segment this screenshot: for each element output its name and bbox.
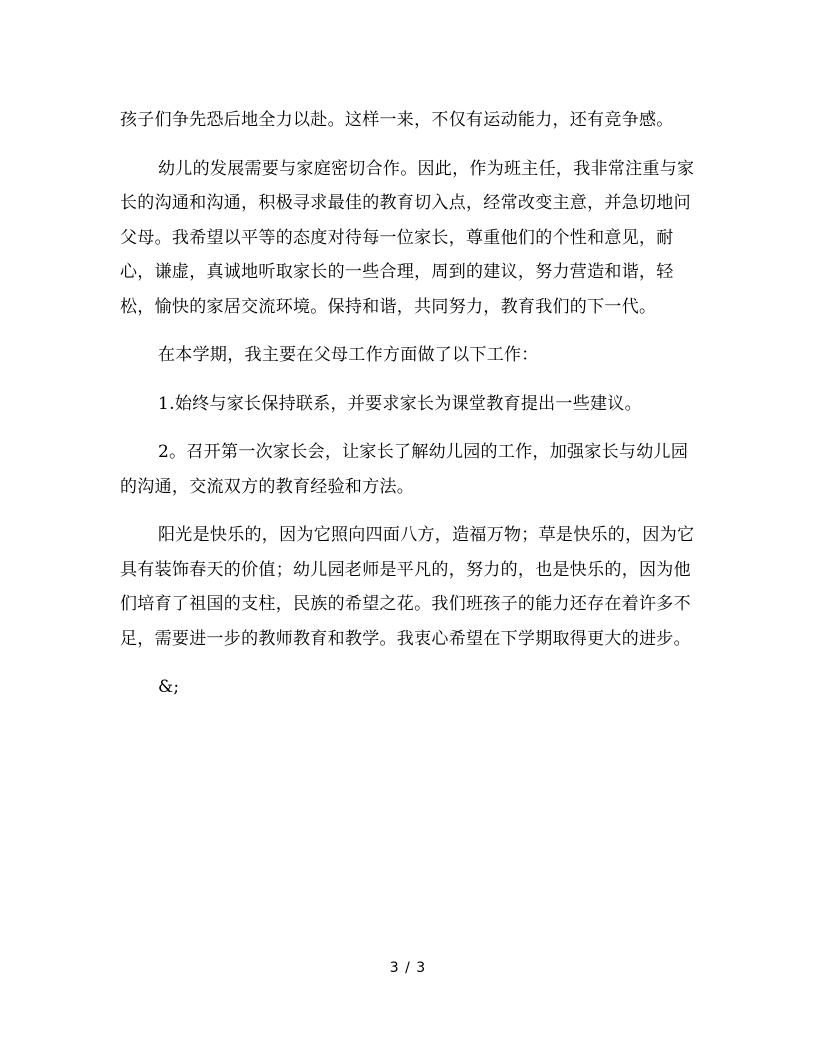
- paragraph-7: &;: [158, 677, 180, 697]
- paragraph-2: 幼儿的发展需要与家庭密切合作。因此，作为班主任，我非常注重与家长的沟通和沟通，积极寻求最佳的教育切入点，经常改变主意，并急切地问父母。我希望以平等的态度对待每一位家长，尊重他们的个性和意见，耐心，谦虚，真诚地听取家长的一些合理，周到的建议，努力营造和谐，轻松，愉快的家居交流环境。保持和谐，共同努力，教育我们的下一代。: [120, 158, 695, 317]
- page-number: 3 / 3: [389, 960, 427, 976]
- document-body: [120, 103, 700, 719]
- paragraph-5: 2。召开第一次家长会，让家长了解幼儿园的工作，加强家长与幼儿园的沟通，交流双方的教育经验和方法。: [120, 442, 689, 497]
- paragraph-1: 孩子们争先恐后地全力以赴。这样一来，不仅有运动能力，还有竞争感。: [120, 110, 674, 130]
- paragraph-6: 阳光是快乐的，因为它照向四面八方，造福万物；草是快乐的，因为它具有装饰春天的价值；幼儿园老师是平凡的，努力的，也是快乐的，因为他们培育了祖国的支柱，民族的希望之花。我们班孩子的能力还存在着许多不足，需要进一步的教师教育和教学。我衷心希望在下学期取得更大的进步。: [120, 525, 695, 649]
- paragraph-3: 在本学期，我主要在父母工作方面做了以下工作：: [158, 345, 539, 365]
- paragraph-4: 1.始终与家长保持联系，并要求家长为课堂教育提出一些建议。: [158, 393, 642, 414]
